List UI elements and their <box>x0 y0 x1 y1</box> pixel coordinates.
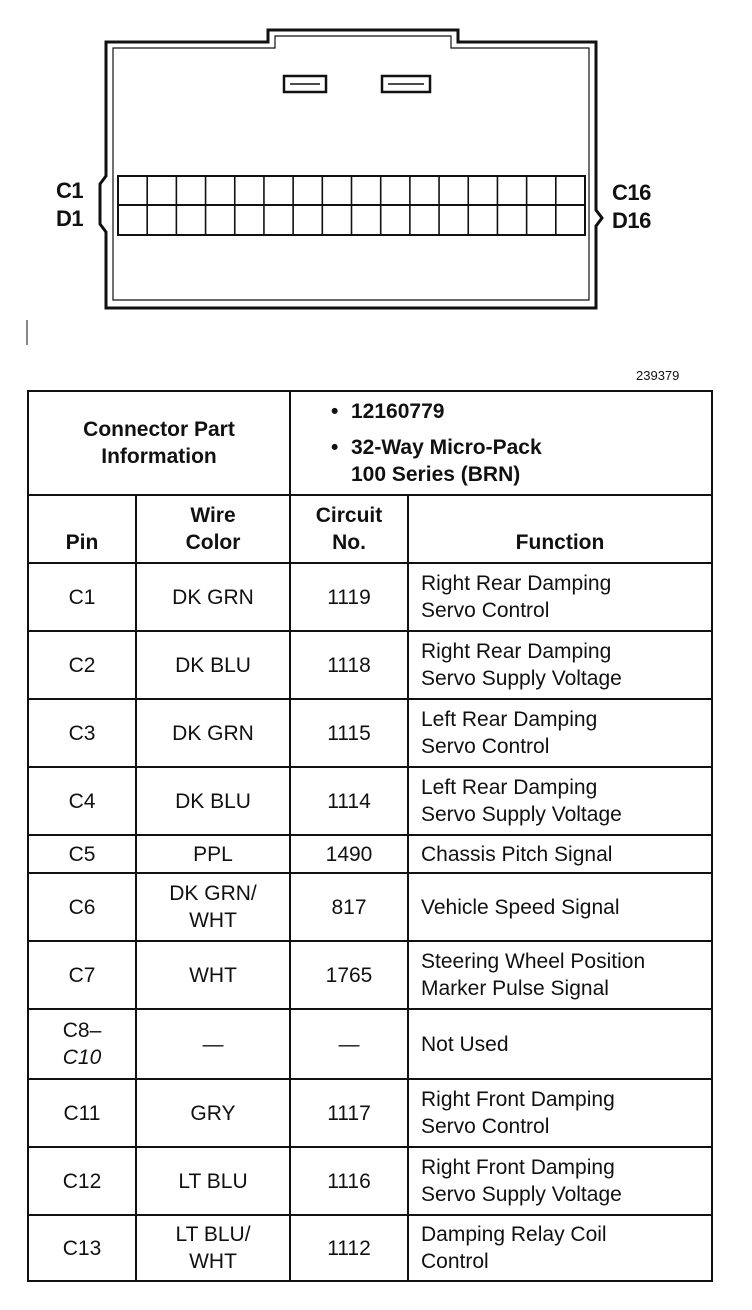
label-c16: C16 <box>612 180 651 205</box>
pin-cell-line: C7 <box>68 963 96 987</box>
part-number: 12160779 <box>351 400 445 423</box>
table-row <box>28 1147 712 1215</box>
wire-color-cell <box>136 873 290 941</box>
table-row <box>28 835 712 873</box>
connector-housing-inner <box>113 36 589 300</box>
function-cell <box>408 873 712 941</box>
bullet: • <box>331 400 339 423</box>
bullet: • <box>331 436 339 459</box>
pin-cell-line: C10 <box>62 1046 102 1069</box>
description-line1: 32-Way Micro-Pack <box>351 436 542 459</box>
circuit-cell: 1119 <box>290 563 408 631</box>
function-cell-line: Steering Wheel Position <box>421 950 646 973</box>
function-cell <box>408 941 712 1009</box>
function-cell <box>408 1215 712 1281</box>
function-cell <box>408 1147 712 1215</box>
pin-cell <box>28 873 136 941</box>
function-cell <box>408 767 712 835</box>
wire-color-cell <box>136 699 290 767</box>
wire-color-cell-line: LT BLU <box>178 1169 248 1193</box>
pin-cell-line: C3 <box>68 721 96 745</box>
pin-cell-line: C12 <box>62 1169 102 1193</box>
circuit-cell: 1117 <box>290 1079 408 1147</box>
function-cell-line: Servo Control <box>421 599 550 622</box>
pin-cell-line: C4 <box>68 789 96 813</box>
wire-color-cell-line: WHT <box>189 963 237 987</box>
pin-cell-line: C2 <box>68 653 96 677</box>
function-cell-line: Not Used <box>421 1032 509 1056</box>
wire-color-cell-line: — <box>202 1032 224 1056</box>
function-cell-line: Damping Relay Coil <box>421 1223 607 1246</box>
wire-color-cell-line: DK BLU <box>175 653 251 677</box>
pin-cell-line: C8– <box>62 1019 102 1042</box>
description-line2: 100 Series (BRN) <box>351 463 521 486</box>
table-row <box>28 1009 712 1079</box>
wire-color-cell <box>136 631 290 699</box>
wire-color-cell <box>136 767 290 835</box>
wire-color-cell <box>136 941 290 1009</box>
info-label-line1: Connector Part <box>83 418 235 441</box>
pin-cell <box>28 941 136 1009</box>
function-cell <box>408 563 712 631</box>
header-wire-line1: Wire <box>190 504 236 527</box>
description-line <box>331 434 705 461</box>
function-cell-line: Chassis Pitch Signal <box>421 842 613 866</box>
pin-cell <box>28 1009 136 1079</box>
circuit-cell: 1118 <box>290 631 408 699</box>
info-label-line2: Information <box>101 445 217 468</box>
circuit-cell: 1112 <box>290 1215 408 1281</box>
header-circuit-line1: Circuit <box>315 504 383 527</box>
table-row <box>28 873 712 941</box>
wire-color-cell <box>136 1215 290 1281</box>
wire-color-cell-line: DK GRN <box>172 585 254 609</box>
pin-cell-line: C13 <box>62 1236 102 1260</box>
table-row <box>28 941 712 1009</box>
circuit-cell: 1114 <box>290 767 408 835</box>
circuit-cell: 1490 <box>290 835 408 873</box>
wire-color-cell <box>136 1079 290 1147</box>
function-cell-line: Servo Supply Voltage <box>421 803 622 826</box>
pin-cell-line: C6 <box>68 895 96 919</box>
wire-color-cell-line: LT BLU/ <box>175 1223 251 1246</box>
wire-color-cell <box>136 1009 290 1079</box>
header-pin: Pin <box>28 495 136 563</box>
wire-color-cell-line: WHT <box>189 1250 237 1273</box>
function-cell <box>408 699 712 767</box>
function-cell-line: Right Rear Damping <box>421 640 612 663</box>
pin-cell <box>28 563 136 631</box>
pin-cell-line: C1 <box>68 585 96 609</box>
circuit-cell: 817 <box>290 873 408 941</box>
table-row <box>28 1215 712 1281</box>
header-wire-line2: Color <box>185 531 241 554</box>
label-d16: D16 <box>612 208 651 233</box>
function-cell-line: Servo Supply Voltage <box>421 667 622 690</box>
function-cell-line: Servo Supply Voltage <box>421 1183 622 1206</box>
label-d1: D1 <box>56 206 84 231</box>
wire-color-cell <box>136 563 290 631</box>
circuit-cell: 1115 <box>290 699 408 767</box>
function-cell-line: Left Rear Damping <box>421 708 598 731</box>
info-label <box>28 391 290 495</box>
function-cell <box>408 631 712 699</box>
pin-cell <box>28 631 136 699</box>
header-function: Function <box>408 495 712 563</box>
pin-cell-line: C11 <box>63 1101 101 1125</box>
pin-cell <box>28 835 136 873</box>
table-row <box>28 767 712 835</box>
table-row <box>28 631 712 699</box>
connector-housing-outline <box>100 30 602 308</box>
header-wire-color <box>136 495 290 563</box>
circuit-cell: 1765 <box>290 941 408 1009</box>
function-cell <box>408 1009 712 1079</box>
wire-color-cell <box>136 835 290 873</box>
header-circuit-line2: No. <box>332 531 366 554</box>
function-cell-line: Right Front Damping <box>421 1156 615 1179</box>
function-cell-line: Control <box>421 1250 489 1273</box>
table-row <box>28 563 712 631</box>
circuit-cell: — <box>290 1009 408 1079</box>
wire-color-cell-line: DK GRN/ <box>169 882 257 905</box>
function-cell <box>408 835 712 873</box>
function-cell-line: Vehicle Speed Signal <box>421 895 620 919</box>
wire-color-cell <box>136 1147 290 1215</box>
header-row <box>28 495 712 563</box>
wire-color-cell-line: WHT <box>189 909 237 932</box>
figure-id: 239379 <box>636 368 680 383</box>
connector-table <box>27 390 713 1282</box>
header-circuit <box>290 495 408 563</box>
function-cell-line: Marker Pulse Signal <box>421 977 609 1000</box>
part-number-line <box>331 398 705 425</box>
circuit-cell: 1116 <box>290 1147 408 1215</box>
pin-cell <box>28 1079 136 1147</box>
info-value <box>290 391 712 495</box>
wire-color-cell-line: PPL <box>193 842 233 866</box>
wire-color-cell-line: DK BLU <box>175 789 251 813</box>
table-row <box>28 699 712 767</box>
function-cell <box>408 1079 712 1147</box>
function-cell-line: Left Rear Damping <box>421 776 598 799</box>
pin-cell-line: C5 <box>68 842 96 866</box>
pin-cell <box>28 1215 136 1281</box>
function-cell-line: Right Front Damping <box>421 1088 615 1111</box>
wire-color-cell-line: DK GRN <box>172 721 254 745</box>
pin-cell <box>28 1147 136 1215</box>
info-row <box>28 391 712 495</box>
table-row <box>28 1079 712 1147</box>
label-c1: C1 <box>56 178 84 203</box>
function-cell-line: Right Rear Damping <box>421 572 612 595</box>
function-cell-line: Servo Control <box>421 735 550 758</box>
pin-cell <box>28 767 136 835</box>
function-cell-line: Servo Control <box>421 1115 550 1138</box>
wire-color-cell-line: GRY <box>190 1101 236 1125</box>
pin-cell <box>28 699 136 767</box>
